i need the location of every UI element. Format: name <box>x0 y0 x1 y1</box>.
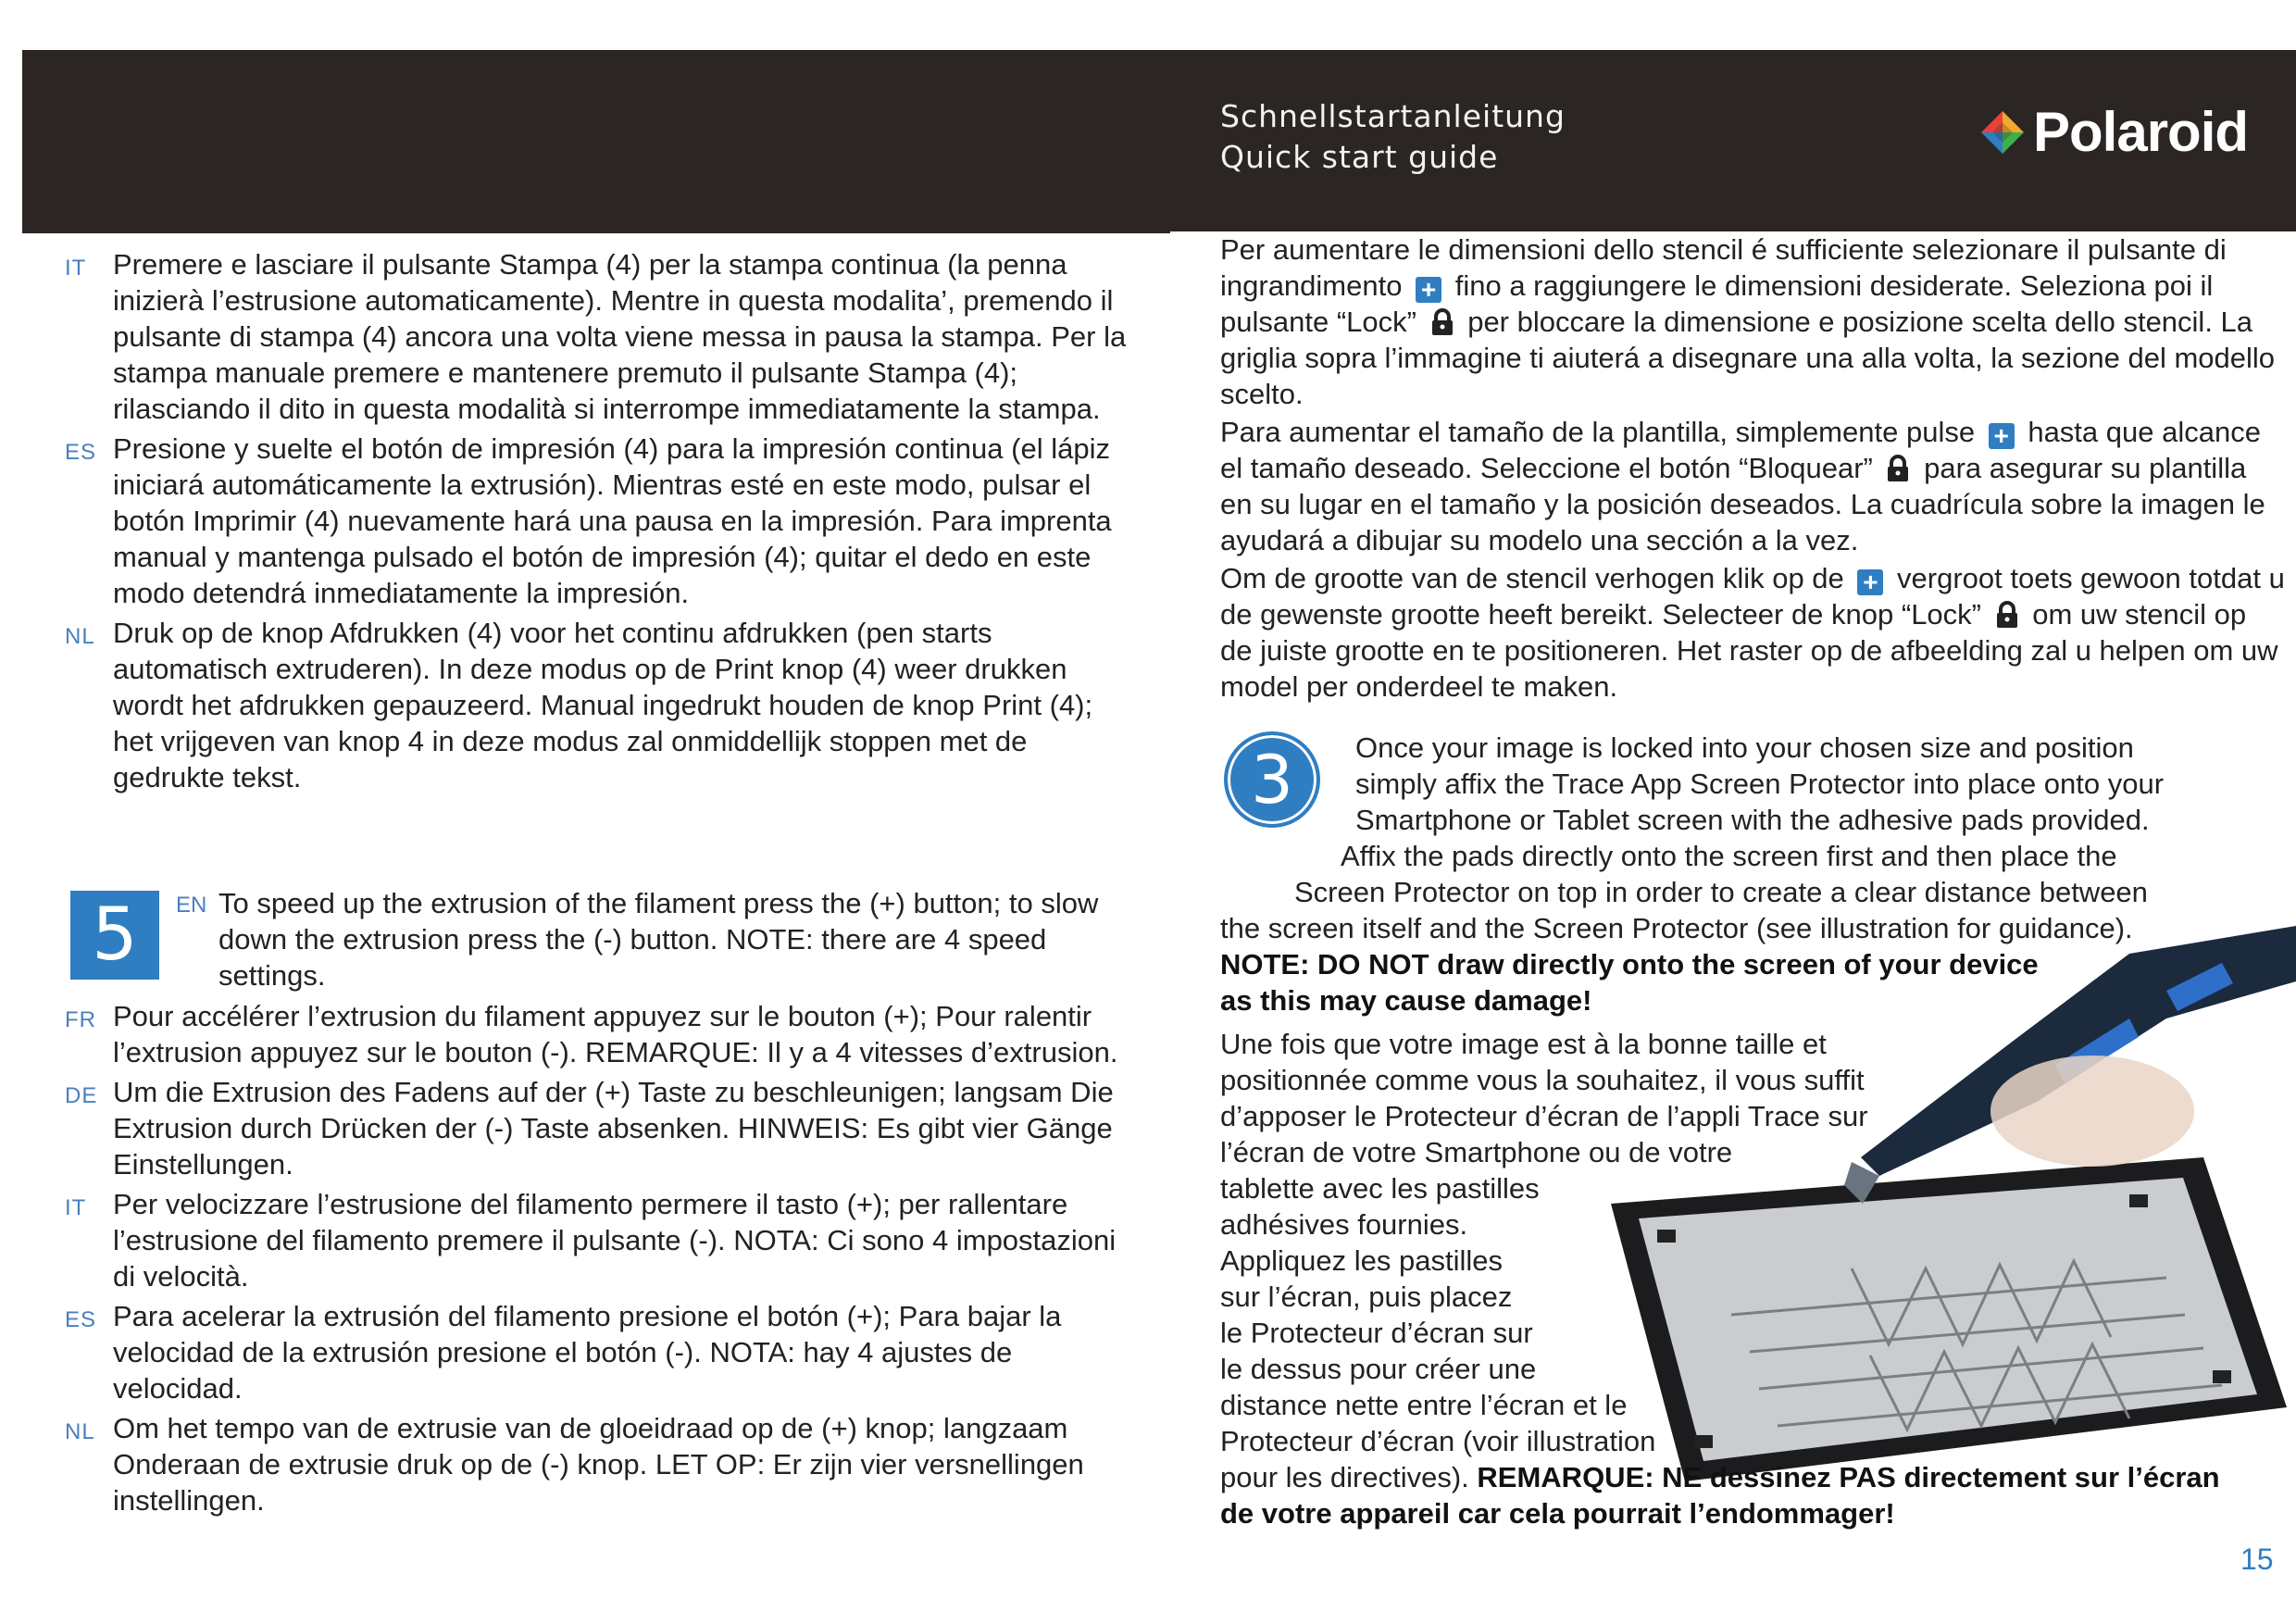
lang-label: EN <box>176 893 207 918</box>
paragraph-nl-stencil <box>1220 560 2285 705</box>
step-number-5: 5 <box>70 891 159 980</box>
zoom-plus-icon: + <box>1416 277 1441 303</box>
brand-logo <box>1981 100 2248 164</box>
paragraph-text: para asegurar su plantilla en su lugar en el tamaño y la posición deseados. La cuadrícula sobre la imagen le ayudará a dibujar su modelo una sección a la vez. <box>1220 452 2265 556</box>
paragraph-text: vergroot toets gewoon totdat u de gewenste grootte heeft bereikt. Selecteer de knop “Lock” <box>1220 562 2285 631</box>
lang-label: DE <box>65 1083 98 1108</box>
text-line: Affix the pads directly onto the screen first and then place the <box>1341 840 2117 872</box>
text-line: le Protecteur d’écran sur <box>1220 1317 1533 1349</box>
warning-line: as this may cause damage! <box>1220 984 1592 1017</box>
text-line: Smartphone or Tablet screen with the adhesive pads provided. <box>1355 804 2150 836</box>
warning-line: NOTE: DO NOT draw directly onto the screen of your device <box>1220 948 2039 981</box>
guide-title-en: Quick start guide <box>1220 139 1499 175</box>
header-bar <box>22 50 2296 231</box>
text-segment: pour les directives). <box>1220 1461 1469 1493</box>
paragraph-es-stencil <box>1220 414 2285 558</box>
paragraph-it-speed <box>65 1186 1129 1294</box>
text-line: Screen Protector on top in order to create a clear distance between <box>1294 876 2148 908</box>
brand-name: Polaroid <box>2033 101 2249 163</box>
paragraph-it-print <box>65 246 1129 427</box>
lock-icon <box>1430 308 1454 336</box>
paragraph-text: Pour accélérer l’extrusion du filament appuyez sur le bouton (+); Pour ralentir l’extrusion appuyez sur le bouton (-). REMARQUE: Il y a 4 vitesses d’extrusion. <box>113 1000 1118 1068</box>
left-column-speed <box>65 998 1129 1518</box>
paragraph-es-speed <box>65 1298 1129 1406</box>
lang-label: IT <box>65 256 87 281</box>
warning-line: de votre appareil car cela pourrait l’endommager! <box>1220 1497 1895 1530</box>
text-line: the screen itself and the Screen Protector (see illustration for guidance). <box>1220 912 2133 944</box>
text-line: Once your image is locked into your chosen size and position <box>1355 731 2134 764</box>
text-line: sur l’écran, puis placez <box>1220 1280 1513 1313</box>
text-line: Appliquez les pastilles <box>1220 1244 1504 1277</box>
paragraph-text: Para acelerar la extrusión del filamento presione el botón (+); Para bajar la velocidad de la extrusión presione el botón (-). NOTA: hay 4 ajustes de velocidad. <box>113 1300 1062 1405</box>
text-line: tablette avec les pastilles <box>1220 1172 1540 1205</box>
paragraph-en-affix <box>1220 730 2294 1018</box>
step-number-3: 3 <box>1224 731 1320 828</box>
paragraph-text: hasta que alcance el tamaño deseado. Seleccione el botón “Bloquear” <box>1220 416 2261 484</box>
guide-title <box>1220 96 1566 178</box>
text-line: Protecteur d’écran (voir illustration <box>1220 1425 1656 1457</box>
paragraph-fr-speed <box>65 998 1129 1070</box>
text-line: positionnée comme vous la souhaitez, il vous suffit <box>1220 1064 1865 1096</box>
lock-icon <box>1995 601 2019 629</box>
right-column <box>1220 231 2285 706</box>
paragraph-fr-affix <box>1220 1026 2296 1531</box>
lang-label: ES <box>65 440 97 465</box>
paragraph-en-speed <box>176 885 1129 993</box>
paragraph-text: Druk op de knop Afdrukken (4) voor het continu afdrukken (pen starts automatisch extruderen). In deze modus op de Print knop (4) weer drukken wordt het afdrukken gepauzeerd. Manual ingedrukt houden de knop Print (4); het vrijgeven van knop 4 in deze modus zal onmiddellijk stoppen met de gedrukte tekst. <box>113 617 1093 793</box>
paragraph-text: per bloccare la dimensione e posizione scelta dello stencil. La griglia sopra l’immagine ti aiuterá a disegnare una alla volta, la sezione del modello scelto. <box>1220 306 2276 410</box>
text-line: adhésives fournies. <box>1220 1208 1468 1241</box>
lang-label: NL <box>65 624 95 649</box>
lang-label: FR <box>65 1007 96 1032</box>
paragraph-de-speed <box>65 1074 1129 1182</box>
paragraph-nl-print <box>65 615 1129 795</box>
paragraph-text: Para aumentar el tamaño de la plantilla, simplemente pulse <box>1220 416 1976 448</box>
paragraph-text: Premere e lasciare il pulsante Stampa (4) per la stampa continua (la penna inizierà l’estrusione automaticamente). Mentre in questa modalita’, premendo il pulsante di stampa (4) ancora una volta viene messa in pausa la stampa. Per la stampa manuale premere e mantenere premuto il pulsante Stampa (4); rilasciando il dito in questa modalità si interrompe immediatamente la stampa. <box>113 248 1127 425</box>
paragraph-text: Per aumentare le dimensioni dello stencil é sufficiente selezionare il pulsante di ingrandimento <box>1220 233 2227 302</box>
paragraph-text: Om het tempo van de extrusie van de gloeidraad op de (+) knop; langzaam Onderaan de extrusie druk op de (-) knop. LET OP: Er zijn vier versnellingen instellingen. <box>113 1412 1084 1517</box>
warning-segment: REMARQUE: NE dessinez PAS directement sur l’écran <box>1477 1461 2220 1493</box>
text-line: l’écran de votre Smartphone ou de votre <box>1220 1136 1733 1168</box>
lang-label: ES <box>65 1307 97 1332</box>
left-column <box>65 246 1129 795</box>
paragraph-es-print <box>65 431 1129 611</box>
paragraph-text: Um die Extrusion des Fadens auf der (+) Taste zu beschleunigen; langsam Die Extrusion durch Drücken der (-) Taste absenken. HINWEIS: Es gibt vier Gänge Einstellungen. <box>113 1076 1114 1181</box>
guide-title-de: Schnellstartanleitung <box>1220 98 1566 134</box>
lock-icon <box>1886 455 1910 482</box>
polaroid-diamond-icon <box>1981 111 2024 154</box>
header-bar-extension <box>22 220 1170 233</box>
zoom-plus-icon: + <box>1857 569 1883 595</box>
lang-label: NL <box>65 1419 95 1444</box>
lang-label: IT <box>65 1195 87 1220</box>
paragraph-it-stencil <box>1220 231 2285 412</box>
page-number: 15 <box>2240 1543 2274 1576</box>
paragraph-text: om uw stencil op de juiste grootte en te positioneren. Het raster op de afbeelding zal u helpen om uw model per onderdeel te maken. <box>1220 598 2278 703</box>
text-line: simply affix the Trace App Screen Protector into place onto your <box>1355 768 2165 800</box>
paragraph-text: To speed up the extrusion of the filament press the (+) button; to slow down the extrusion press the (-) button. NOTE: there are 4 speed settings. <box>218 887 1099 992</box>
paragraph-text: fino a raggiungere le dimensioni desiderate. Seleziona poi il pulsante “Lock” <box>1220 269 2214 338</box>
text-line <box>1220 1459 2296 1495</box>
paragraph-text: Per velocizzare l’estrusione del filamento permere il tasto (+); per rallentare l’estrusione del filamento premere il pulsante (-). NOTA: Ci sono 4 impostazioni di velocità. <box>113 1188 1117 1293</box>
text-line: Une fois que votre image est à la bonne taille et <box>1220 1028 1827 1060</box>
text-line: distance nette entre l’écran et le <box>1220 1389 1628 1421</box>
paragraph-nl-speed <box>65 1410 1129 1518</box>
zoom-plus-icon: + <box>1989 423 2015 449</box>
paragraph-text: Presione y suelte el botón de impresión (4) para la impresión continua (el lápiz iniciará automáticamente la extrusión). Mientras esté en este modo, pulsar el botón Imprimir (4) nuevamente hará una pausa en la impresión. Para imprenta manual y mantenga pulsado el botón de impresión (4); quitar el dedo en este modo detendrá inmediatamente la impresión. <box>113 432 1112 609</box>
text-line: le dessus pour créer une <box>1220 1353 1537 1385</box>
paragraph-text: Om de grootte van de stencil verhogen klik op de <box>1220 562 1844 594</box>
text-line: d’apposer le Protecteur d’écran de l’appli Trace sur <box>1220 1100 1868 1132</box>
